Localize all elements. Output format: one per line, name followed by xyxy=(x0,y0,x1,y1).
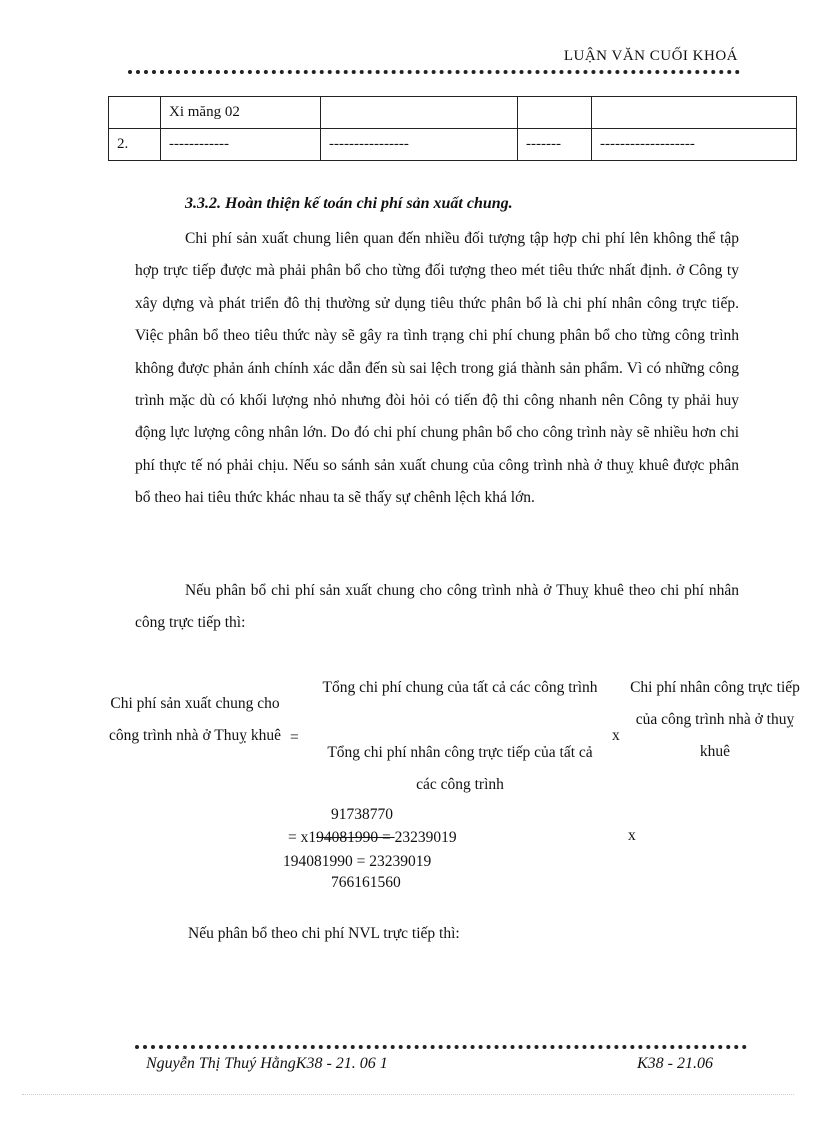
paragraph-material-basis: Nếu phân bổ theo chi phí NVL trực tiếp thì: xyxy=(188,925,460,942)
header-divider xyxy=(128,70,740,74)
calc-line-2 xyxy=(288,826,457,850)
formula-numerator: Tổng chi phí chung của tất cả các công trình xyxy=(322,679,598,696)
calc-line-3: 194081990 = 23239019 xyxy=(283,853,432,870)
materials-table xyxy=(108,96,797,161)
calc-times: x xyxy=(628,827,636,844)
table-cell: ---------------- xyxy=(321,129,518,161)
formula-equals: = xyxy=(290,729,299,746)
paragraph-labor-basis: Nếu phân bổ chi phí sản xuất chung cho công trình nhà ở Thuỵ khuê theo chi phí nhân công trực tiếp thì: xyxy=(135,582,739,632)
calc-line-2-suffix: 23239019 xyxy=(394,829,457,846)
table-cell xyxy=(592,97,797,129)
table-cell: ------------ xyxy=(161,129,321,161)
page-bottom-divider xyxy=(22,1094,794,1095)
table-row xyxy=(109,97,797,129)
table-cell xyxy=(518,97,592,129)
calc-line-2-prefix: = x1 xyxy=(288,829,317,846)
calc-line-4: 766161560 xyxy=(331,874,401,891)
table-cell: Xi măng 02 xyxy=(161,97,321,129)
calc-line-2-strike: 94081990 = xyxy=(316,829,395,846)
table-cell: ------------------- xyxy=(592,129,797,161)
paragraph-overhead-allocation: Chi phí sản xuất chung liên quan đến nhiều đối tượng tập hợp chi phí lên không thể tập hợp trực tiếp được mà phải phân bổ cho từng đối tượng theo mét tiêu thức nhất định. ở Công ty xây dựng và phát triển đô thị thường sử dụng tiêu thức phân bổ là chi phí nhân công trực tiếp. Việc phân bổ theo tiêu thức này sẽ gây ra tình trạng chi phí chung phân bổ cho từng công trình không được phản ánh chính xác dẫn đến sù sai lệch trong giá thành sản phẩm. Vì có những công trình mặc dù có khối lượng nhỏ nhưng đòi hỏi có tiến độ thi công nhanh nên Công ty phải huy động lực lượng công nhân lớn. Do đó chi phí chung phân bổ cho công trình này sẽ nhiều hơn chi phí thực tế nó phải chịu. Nếu so sánh sản xuất chung của công trình nhà ở thuỵ khuê được phân bổ theo hai tiêu thức khác nhau ta sẽ thấy sự chênh lệch khá lớn. xyxy=(135,230,739,507)
header-title: LUẬN VĂN CUỐI KHOÁ xyxy=(563,48,738,64)
footer-divider xyxy=(135,1045,747,1049)
formula-denominator: Tổng chi phí nhân công trực tiếp của tất cả các công trình xyxy=(327,744,593,793)
calc-line-1: 91738770 xyxy=(331,806,393,823)
table-cell xyxy=(109,97,161,129)
formula-rhs: Chi phí nhân công trực tiếp của công trình nhà ở thuỵ khuê xyxy=(630,679,800,760)
footer-class-code: K38 - 21.06 xyxy=(637,1055,713,1072)
section-title: 3.3.2. Hoàn thiện kế toán chi phí sản xuất chung. xyxy=(185,195,513,212)
formula-lhs: Chi phí sản xuất chung cho công trình nhà ở Thuỵ khuê xyxy=(109,695,281,744)
table-cell xyxy=(321,97,518,129)
footer-author: Nguyễn Thị Thuý HằngK38 - 21. 06 1 xyxy=(146,1055,388,1072)
table-cell: 2. xyxy=(109,129,161,161)
table-row xyxy=(109,129,797,161)
formula-times: x xyxy=(612,727,620,744)
table-cell: ------- xyxy=(518,129,592,161)
